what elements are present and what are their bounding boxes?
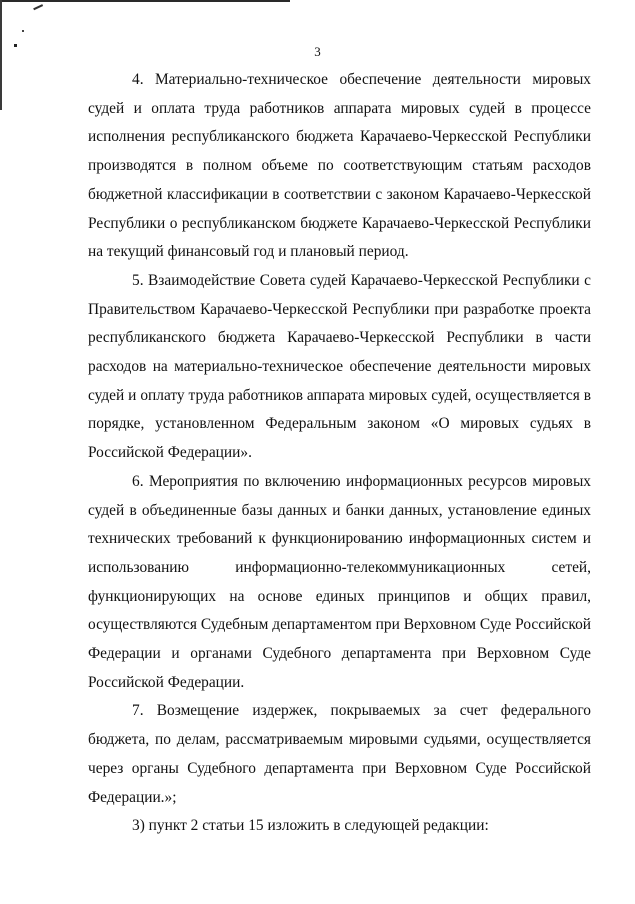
document-body: [88, 66, 591, 841]
paragraph-item-3: 3) пункт 2 статьи 15 изложить в следующей редакции:: [132, 817, 489, 835]
paragraph-5: 5. Взаимодействие Совета судей Карачаево-Черкесской Республики с Правительством Карачаево-Черкесской Республики при разработке проекта республиканского бюджета Карачаево-Черкесской Республики в части расходов на материально-техническое обеспечение деятельности мировых судей и оплату труда работников аппарата мировых судей, осуществляется в порядке, установленном Федеральным законом «О мировых судьях в Российской Федерации».: [88, 271, 591, 462]
paragraph-6: 6. Мероприятия по включению информационных ресурсов мировых судей в объединенные базы данных и банки данных, установление единых технических требований к функционированию информационных систем и использованию информационно-телекоммуникационных сетей, функционирующих на основе единых принципов и общих правил, осуществляются Судебным департаментом при Верховном Суде Российской Федерации и органами Судебного департамента при Верховном Суде Российской Федерации.: [88, 472, 591, 691]
scan-mark: [33, 4, 45, 14]
paragraph-4: 4. Материально-техническое обеспечение деятельности мировых судей и оплата труда работников аппарата мировых судей в процессе исполнения республиканского бюджета Карачаево-Черкесской Республики производятся в полном объеме по соответствующим статьям расходов бюджетной классификации в соответствии с законом Карачаево-Черкесской Республики о республиканском бюджете Карачаево-Черкесской Республики на текущий финансовый год и плановый период.: [88, 71, 591, 261]
scan-border-top: [0, 0, 290, 2]
page-number: 3: [314, 44, 321, 59]
scan-dot: [22, 30, 24, 32]
paragraph-7: 7. Возмещение издержек, покрываемых за счет федерального бюджета, по делам, рассматриваемым мировыми судьями, осуществляется через органы Судебного департамента при Верховном Суде Российской Федерации.»;: [88, 702, 591, 806]
